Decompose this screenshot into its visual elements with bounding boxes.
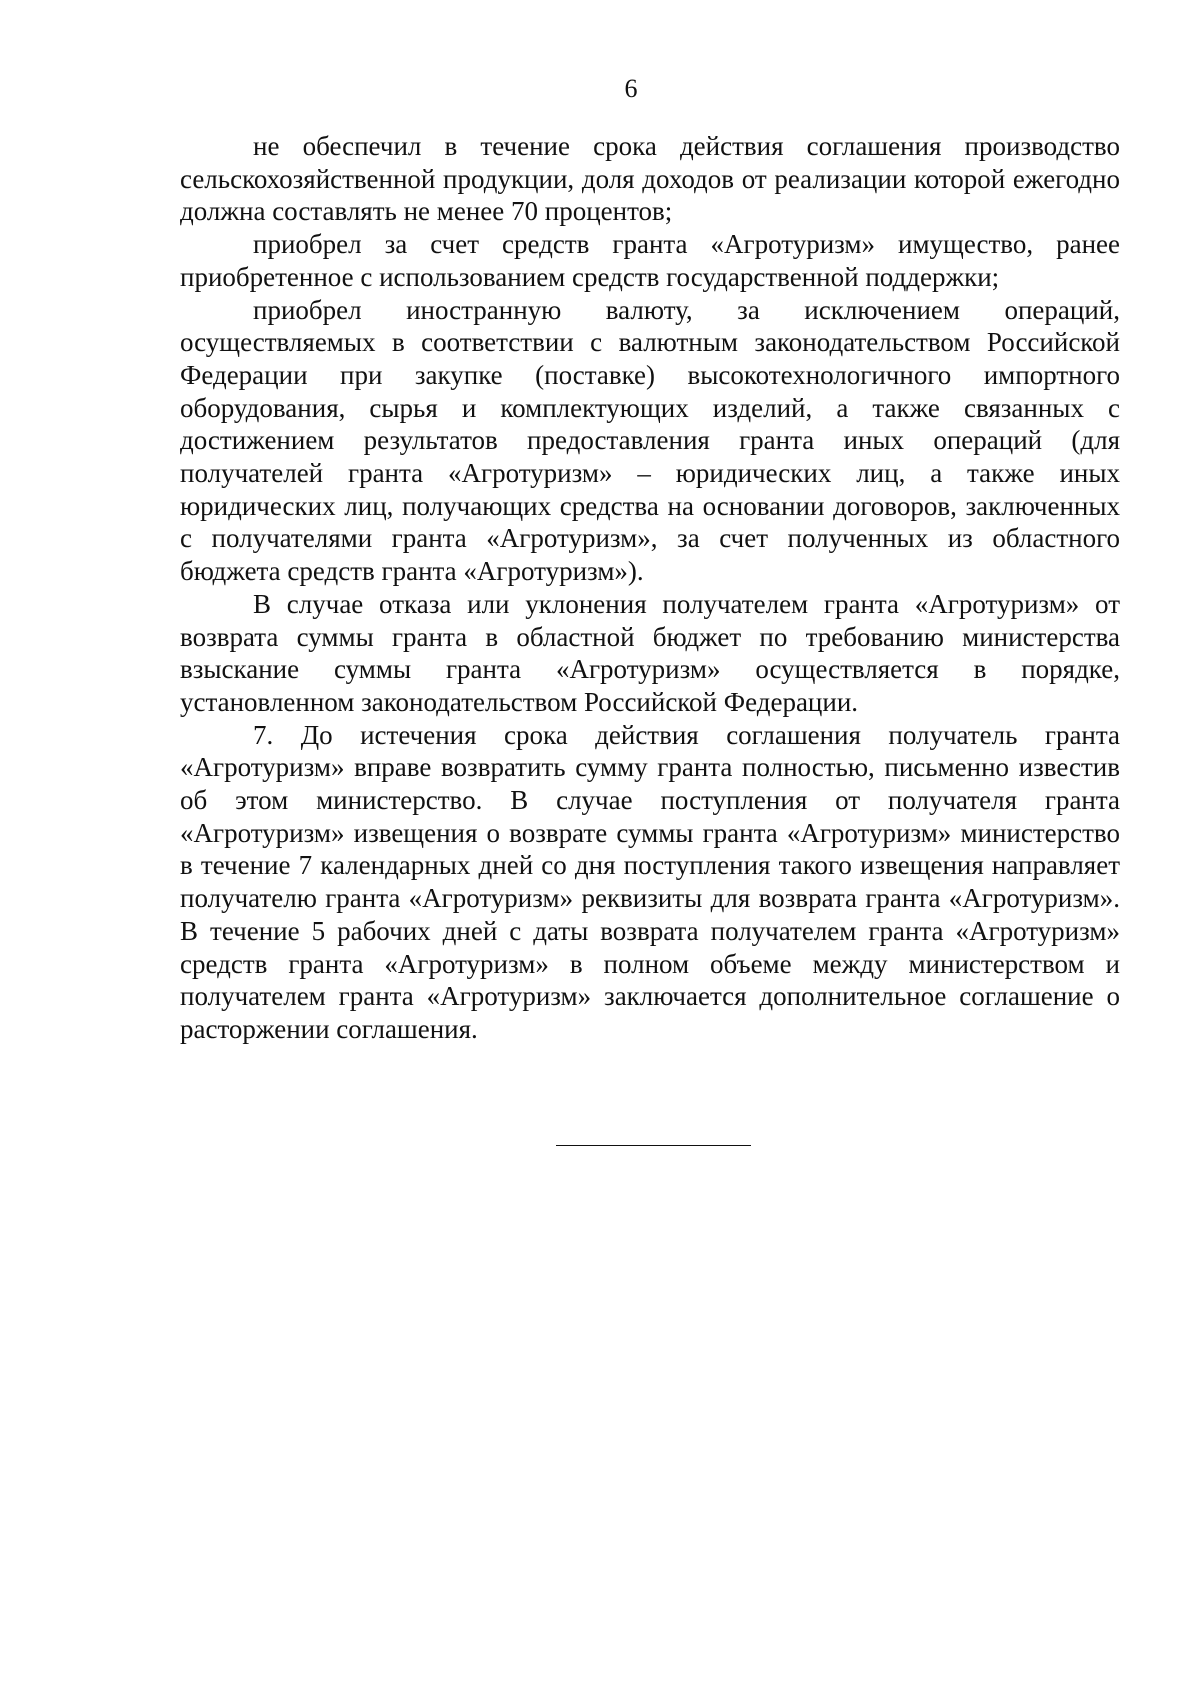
- paragraph-refusal-recovery: В случае отказа или уклонения получателем гранта «Агротуризм» от возврата суммы гранта в областной бюджет по требованию министерства взыскание суммы гранта «Агротуризм» осуществляется в порядке, установленном законодательством Российской Федерации.: [180, 588, 1120, 717]
- paragraph-foreign-currency: приобрел иностранную валюту, за исключением операций, осуществляемых в соответствии с валютным законодательством Российской Федерации при закупке (поставке) высокотехнологичного импортного оборудования, сырья и комплектующих изделий, а также связанных с достижением результатов предоставления гранта иных операций (для получателей гранта «Агротуризм» – юридических лиц, а также иных юридических лиц, получающих средства на основании договоров, заключенных с получателями гранта «Агротуризм», за счет полученных из областного бюджета средств гранта «Агротуризм»).: [180, 294, 1120, 587]
- document-body: [180, 130, 1120, 1046]
- paragraph-property-purchase: приобрел за счет средств гранта «Агротуризм» имущество, ранее приобретенное с использованием средств государственной поддержки;: [180, 229, 1120, 292]
- end-of-document-rule: [556, 1145, 751, 1146]
- paragraph-voluntary-return: 7. До истечения срока действия соглашения получатель гранта «Агротуризм» вправе возвратить сумму гранта полностью, письменно известив об этом министерство. В случае поступления от получателя гранта «Агротуризм» извещения о возврате суммы гранта «Агротуризм» министерство в течение 7 календарных дней со дня поступления такого извещения направляет получателю гранта «Агротуризм» реквизиты для возврата гранта «Агротуризм». В течение 5 рабочих дней с даты возврата получателем гранта «Агротуризм» средств гранта «Агротуризм» в полном объеме между министерством и получателем гранта «Агротуризм» заключается дополнительное соглашение о расторжении соглашения.: [180, 719, 1120, 1044]
- page-number: 6: [624, 74, 638, 103]
- paragraph-production-requirement: не обеспечил в течение срока действия соглашения производство сельскохозяйственной продукции, доля доходов от реализации которой ежегодно должна составлять не менее 70 процентов;: [180, 131, 1120, 227]
